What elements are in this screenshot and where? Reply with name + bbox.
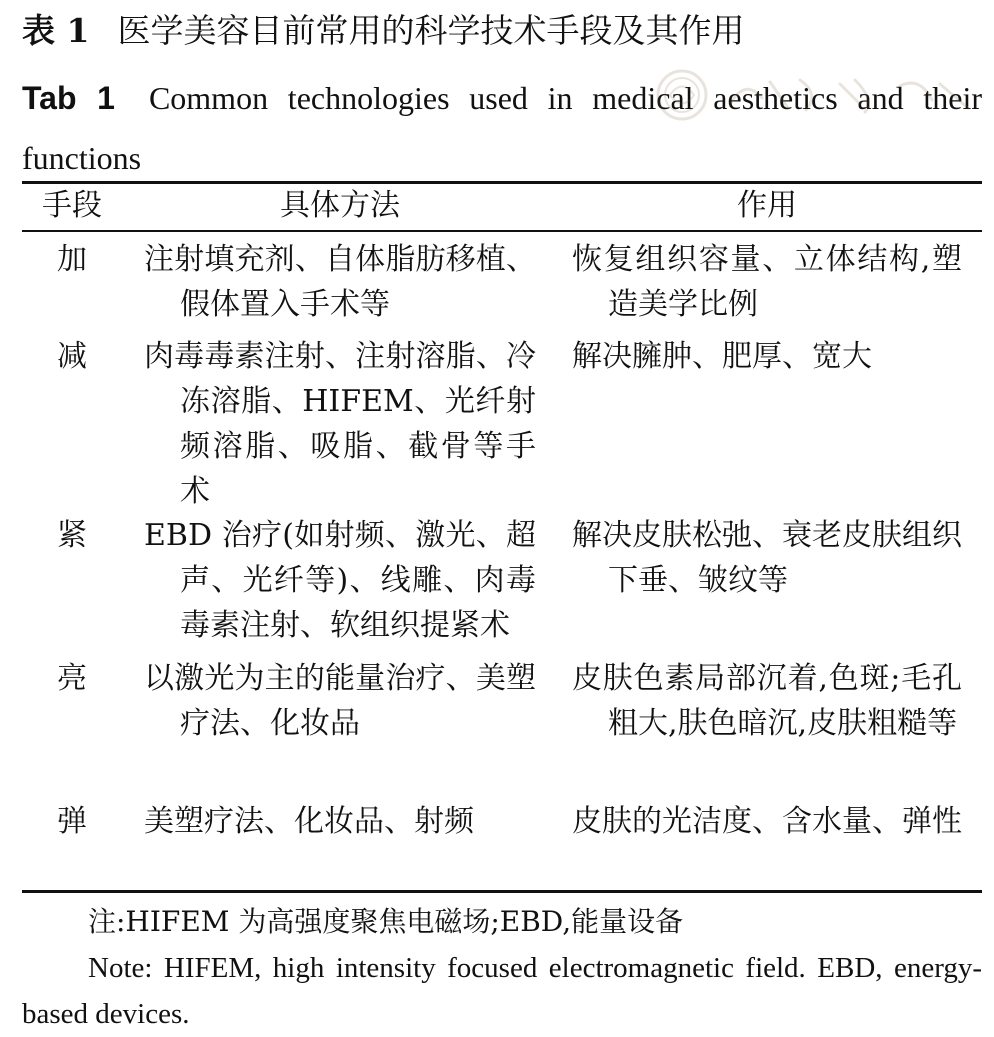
method-cell: 注射填充剂、自体脂肪移植、假体置入手术等 — [144, 242, 536, 322]
method-cell: 肉毒毒素注射、注射溶脂、冷冻溶脂、HIFEM、光纤射频溶脂、吸脂、截骨等手术 — [144, 339, 536, 509]
effect-cell: 解决臃肿、肥厚、宽大 — [572, 339, 872, 374]
effect-cell: 皮肤色素局部沉着,色斑;毛孔粗大,肤色暗沉,皮肤粗糙等 — [572, 661, 962, 741]
means-cell: 亮 — [57, 661, 87, 696]
effect-cell: 恢复组织容量、立体结构,塑造美学比例 — [572, 242, 962, 322]
means-cell: 加 — [57, 242, 87, 277]
method-cell: 以激光为主的能量治疗、美塑疗法、化妆品 — [144, 661, 536, 741]
table-number-cn: 表 1 — [22, 11, 90, 50]
table-note-cn: 注:HIFEM 为高强度聚焦电磁场;EBD,能量设备 — [88, 905, 684, 938]
means-cell: 弹 — [57, 804, 87, 839]
table-title-en — [22, 68, 982, 188]
table-bottom-rule — [22, 890, 982, 893]
effect-cell: 解决皮肤松弛、衰老皮肤组织下垂、皱纹等 — [572, 518, 962, 598]
table-note-en: Note: HIFEM, high intensity focused electromagnetic field. EBD, energy-based devices. — [22, 952, 982, 1030]
header-method: 具体方法 — [280, 188, 400, 223]
method-cell: 美塑疗法、化妆品、射频 — [144, 804, 474, 839]
table-title-cn-text: 医学美容目前常用的科学技术手段及其作用 — [117, 11, 745, 50]
means-cell: 减 — [57, 339, 87, 374]
table-title-cn — [22, 8, 982, 54]
header-effect: 作用 — [737, 188, 797, 223]
effect-cell: 皮肤的光洁度、含水量、弹性 — [572, 804, 962, 839]
table-header-rule — [22, 230, 982, 232]
header-means: 手段 — [42, 188, 102, 223]
method-cell: EBD 治疗(如射频、激光、超声、光纤等)、线雕、肉毒毒素注射、软组织提紧术 — [144, 518, 536, 643]
table-number-en: Tab 1 — [22, 80, 115, 116]
table-title-en-text: Common technologies used in medical aesthetics and their functions — [22, 80, 982, 176]
means-cell: 紧 — [57, 518, 87, 553]
